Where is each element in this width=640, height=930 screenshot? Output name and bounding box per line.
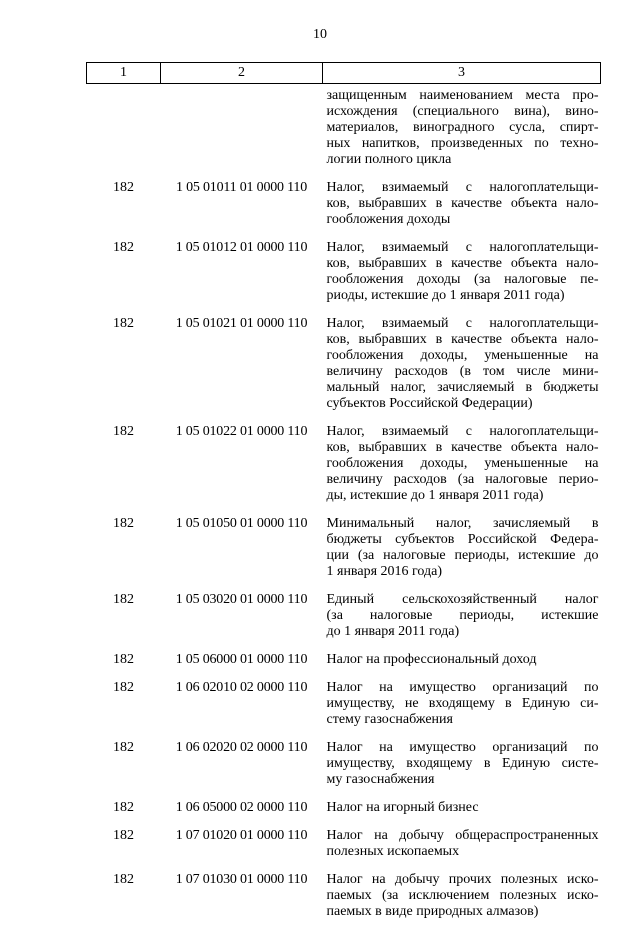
table-row: [87, 678, 601, 738]
admin-code-cell: [87, 84, 161, 179]
revenue-name-line: паемых в виде природных алмазов): [327, 904, 599, 920]
admin-code-cell: 182: [87, 738, 161, 798]
admin-code-cell: 182: [87, 870, 161, 930]
revenue-name-line: ных напитков, произведенных по техно-: [327, 136, 599, 152]
budget-classification-code-cell: 1 05 01011 01 0000 110: [161, 178, 323, 238]
revenue-name-cell: [323, 178, 601, 238]
table-row: [87, 590, 601, 650]
revenue-name-line: му газоснабжения: [327, 772, 599, 788]
budget-classification-code-cell: 1 06 02010 02 0000 110: [161, 678, 323, 738]
admin-code-cell: 182: [87, 422, 161, 514]
revenue-name-line: субъектов Российской Федерации): [327, 396, 599, 412]
revenue-name-cell: [323, 678, 601, 738]
revenue-name-line: материалов, виноградного сусла, спирт-: [327, 120, 599, 136]
budget-codes-table: [86, 62, 601, 930]
revenue-name-line: величину расходов (в том числе мини-: [327, 364, 599, 380]
table-row: [87, 650, 601, 678]
budget-classification-code-cell: 1 05 03020 01 0000 110: [161, 590, 323, 650]
budget-classification-code-cell: 1 07 01020 01 0000 110: [161, 826, 323, 870]
admin-code-cell: 182: [87, 238, 161, 314]
revenue-name-line: величину расходов (за налоговые перио-: [327, 472, 599, 488]
revenue-name-line: Налог на профессиональный доход: [327, 652, 599, 668]
revenue-name-line: Налог на игорный бизнес: [327, 800, 599, 816]
admin-code-cell: 182: [87, 798, 161, 826]
revenue-name-line: стему газоснабжения: [327, 712, 599, 728]
revenue-name-line: имуществу, не входящему в Единую си-: [327, 696, 599, 712]
header-col-1: 1: [87, 63, 161, 84]
table-row: [87, 738, 601, 798]
revenue-name-line: 1 января 2016 года): [327, 564, 599, 580]
revenue-name-line: Минимальный налог, зачисляемый в: [327, 516, 599, 532]
table-row: [87, 514, 601, 590]
revenue-name-line: риоды, истекшие до 1 января 2011 года): [327, 288, 599, 304]
revenue-name-line: Налог на добычу прочих полезных иско-: [327, 872, 599, 888]
budget-classification-code-cell: 1 07 01030 01 0000 110: [161, 870, 323, 930]
revenue-name-line: логии полного цикла: [327, 152, 599, 168]
revenue-name-line: ков, выбравших в качестве объекта нало-: [327, 440, 599, 456]
revenue-name-line: Налог, взимаемый с налогоплательщи-: [327, 180, 599, 196]
revenue-name-line: бюджеты субъектов Российской Федера-: [327, 532, 599, 548]
admin-code-cell: 182: [87, 650, 161, 678]
table-row: [87, 870, 601, 930]
table-header: [87, 63, 601, 84]
table-row: [87, 238, 601, 314]
revenue-name-line: гообложения доходы: [327, 212, 599, 228]
budget-classification-code-cell: 1 05 01050 01 0000 110: [161, 514, 323, 590]
table-row-continuation: [87, 84, 601, 179]
revenue-name-line: имуществу, входящему в Единую систе-: [327, 756, 599, 772]
admin-code-cell: 182: [87, 678, 161, 738]
revenue-name-cell: [323, 870, 601, 930]
revenue-name-line: Налог на имущество организаций по: [327, 740, 599, 756]
budget-classification-code-cell: 1 05 06000 01 0000 110: [161, 650, 323, 678]
revenue-name-cell: [323, 590, 601, 650]
budget-classification-code-cell: 1 05 01022 01 0000 110: [161, 422, 323, 514]
header-col-3: 3: [323, 63, 601, 84]
table-row: [87, 314, 601, 422]
revenue-name-cell: [323, 238, 601, 314]
revenue-name-line: Налог, взимаемый с налогоплательщи-: [327, 240, 599, 256]
revenue-name-line: ков, выбравших в качестве объекта нало-: [327, 256, 599, 272]
admin-code-cell: 182: [87, 514, 161, 590]
header-col-2: 2: [161, 63, 323, 84]
revenue-name-line: Налог, взимаемый с налогоплательщи-: [327, 424, 599, 440]
revenue-name-line: полезных ископаемых: [327, 844, 599, 860]
revenue-name-line: ды, истекшие до 1 января 2011 года): [327, 488, 599, 504]
revenue-name-line: Единый сельскохозяйственный налог: [327, 592, 599, 608]
revenue-name-cell: [323, 514, 601, 590]
table-row: [87, 178, 601, 238]
revenue-name-cell: [323, 738, 601, 798]
revenue-name-line: (за налоговые периоды, истекшие: [327, 608, 599, 624]
admin-code-cell: 182: [87, 314, 161, 422]
revenue-name-cell: [323, 314, 601, 422]
budget-classification-code-cell: 1 06 02020 02 0000 110: [161, 738, 323, 798]
table-row: [87, 422, 601, 514]
revenue-name-line: защищенным наименованием места про-: [327, 88, 599, 104]
budget-classification-code-cell: 1 06 05000 02 0000 110: [161, 798, 323, 826]
table-body: [87, 84, 601, 930]
revenue-name-cell: [323, 826, 601, 870]
revenue-name-line: гообложения доходы, уменьшенные на: [327, 456, 599, 472]
table-row: [87, 798, 601, 826]
revenue-name-line: гообложения доходы (за налоговые пе-: [327, 272, 599, 288]
revenue-name-cell: [323, 422, 601, 514]
revenue-name-line: ции (за налоговые периоды, истекшие до: [327, 548, 599, 564]
budget-classification-code-cell: [161, 84, 323, 179]
revenue-name-line: исхождения (специального вина), вино-: [327, 104, 599, 120]
revenue-name-line: Налог на добычу общераспространенных: [327, 828, 599, 844]
table-row: [87, 826, 601, 870]
revenue-name-line: паемых (за исключением полезных иско-: [327, 888, 599, 904]
page-number: 10: [0, 27, 640, 43]
revenue-name-cell: [323, 84, 601, 179]
admin-code-cell: 182: [87, 590, 161, 650]
admin-code-cell: 182: [87, 178, 161, 238]
revenue-name-line: гообложения доходы, уменьшенные на: [327, 348, 599, 364]
revenue-name-cell: [323, 798, 601, 826]
budget-classification-code-cell: 1 05 01021 01 0000 110: [161, 314, 323, 422]
revenue-name-line: Налог, взимаемый с налогоплательщи-: [327, 316, 599, 332]
budget-classification-code-cell: 1 05 01012 01 0000 110: [161, 238, 323, 314]
revenue-name-line: ков, выбравших в качестве объекта нало-: [327, 196, 599, 212]
header-row: [87, 63, 601, 84]
revenue-name-cell: [323, 650, 601, 678]
admin-code-cell: 182: [87, 826, 161, 870]
revenue-name-line: мальный налог, зачисляемый в бюджеты: [327, 380, 599, 396]
revenue-name-line: до 1 января 2011 года): [327, 624, 599, 640]
budget-codes-table-container: [86, 62, 600, 930]
revenue-name-line: ков, выбравших в качестве объекта нало-: [327, 332, 599, 348]
revenue-name-line: Налог на имущество организаций по: [327, 680, 599, 696]
